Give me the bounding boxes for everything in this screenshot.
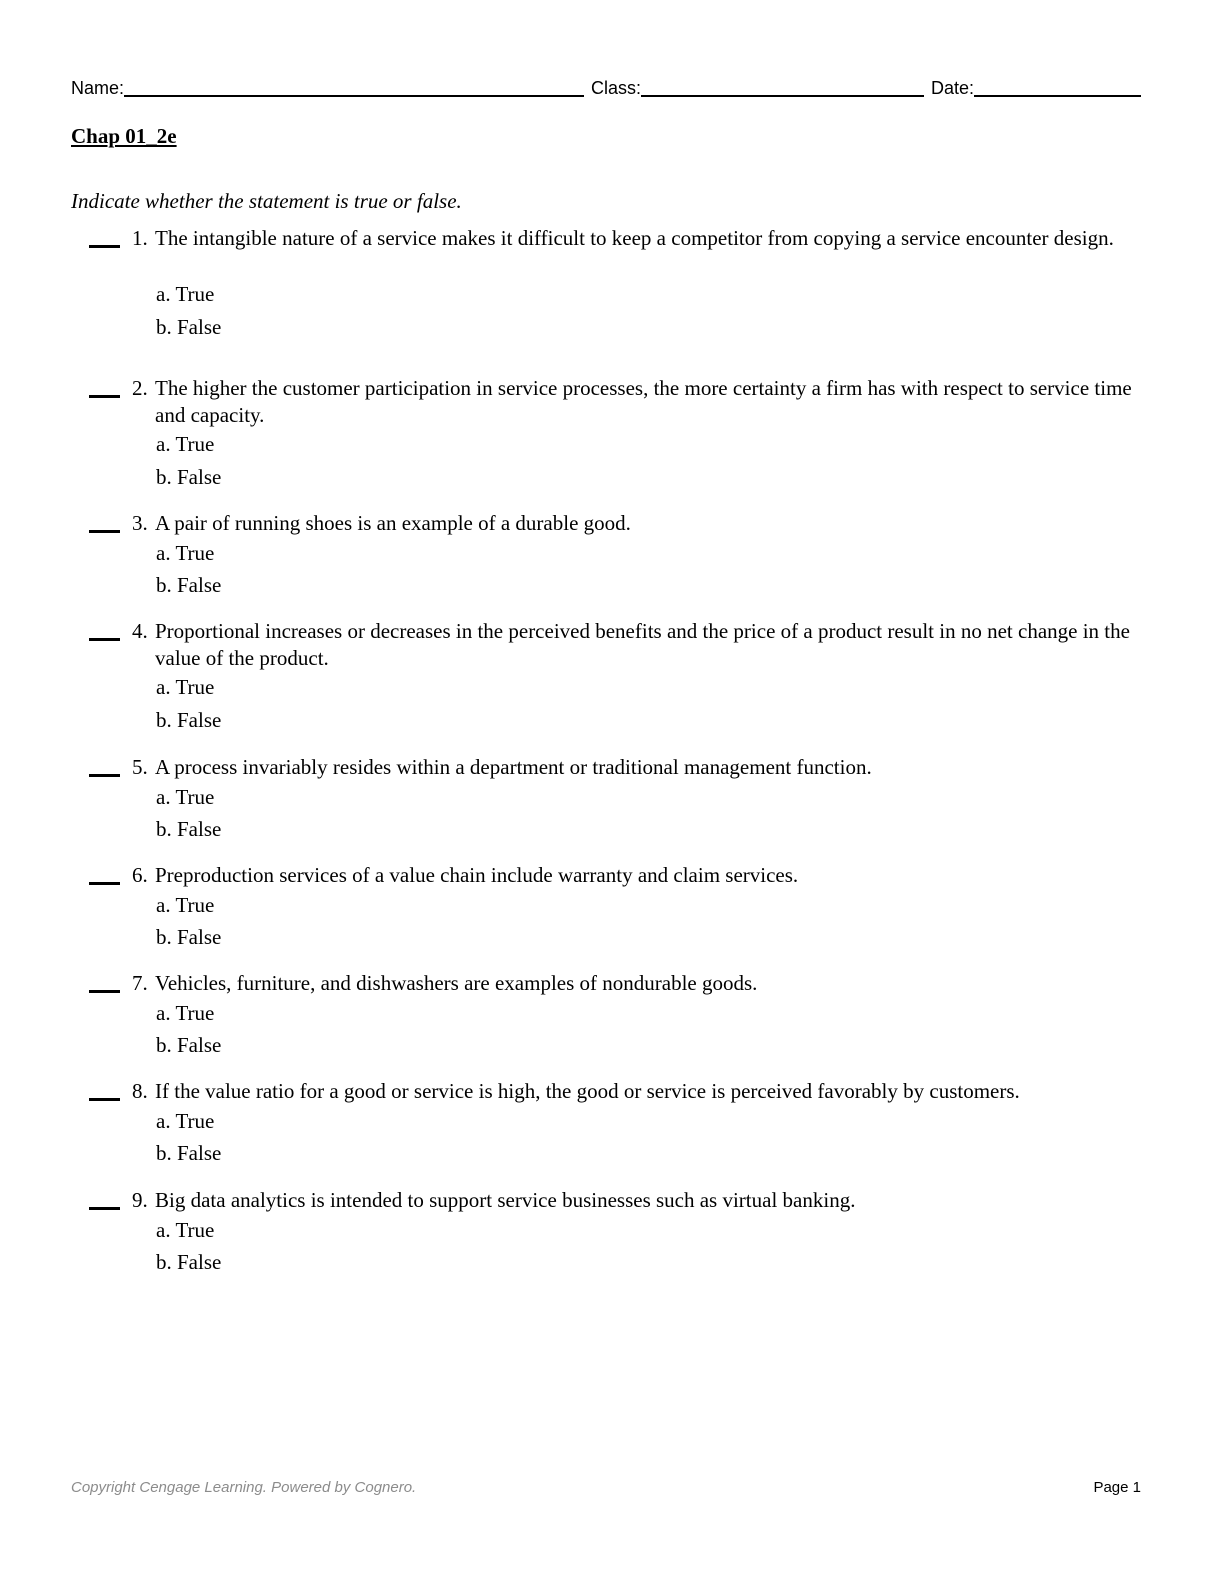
answer-blank[interactable] — [89, 530, 120, 533]
answer-blank[interactable] — [89, 882, 120, 885]
answer-blank[interactable] — [89, 638, 120, 641]
option-true: a. True — [156, 1109, 215, 1133]
option-true: a. True — [156, 893, 215, 917]
option-false: b. False — [156, 817, 222, 841]
copyright-footer: Copyright Cengage Learning. Powered by Cognero. — [71, 1479, 417, 1496]
question-text: A pair of running shoes is an example of a durable good. — [155, 511, 631, 535]
date-field[interactable] — [974, 73, 1141, 97]
name-field[interactable] — [124, 73, 584, 97]
answer-blank[interactable] — [89, 1098, 120, 1101]
question-number: 7. — [132, 971, 148, 995]
instructions: Indicate whether the statement is true or false. — [71, 189, 462, 213]
answer-blank[interactable] — [89, 395, 120, 398]
option-false: b. False — [156, 573, 222, 597]
answer-blank[interactable] — [89, 245, 120, 248]
option-true: a. True — [156, 1001, 215, 1025]
question-text: A process invariably resides within a department or traditional management function. — [155, 755, 872, 779]
question-text: Preproduction services of a value chain include warranty and claim services. — [155, 863, 799, 887]
question-number: 8. — [132, 1079, 148, 1103]
option-true: a. True — [156, 282, 215, 306]
question-number: 1. — [132, 226, 148, 250]
option-false: b. False — [156, 315, 222, 339]
question-text: The intangible nature of a service makes it difficult to keep a competitor from copying a service encounter design. — [155, 226, 1114, 250]
option-true: a. True — [156, 432, 215, 456]
date-label: Date: — [931, 78, 975, 98]
option-false: b. False — [156, 925, 222, 949]
question-text: Vehicles, furniture, and dishwashers are examples of nondurable goods. — [155, 971, 758, 995]
question-number: 4. — [132, 619, 148, 643]
question-text: Big data analytics is intended to support service businesses such as virtual banking. — [155, 1188, 856, 1212]
option-false: b. False — [156, 708, 222, 732]
option-false: b. False — [156, 1033, 222, 1057]
option-false: b. False — [156, 465, 222, 489]
question-number: 3. — [132, 511, 148, 535]
question-text: If the value ratio for a good or service is high, the good or service is perceived favorably by customers. — [155, 1079, 1020, 1103]
question-number: 2. — [132, 376, 148, 400]
student-info-header — [71, 70, 1141, 100]
option-false: b. False — [156, 1250, 222, 1274]
class-label: Class: — [591, 78, 642, 98]
option-true: a. True — [156, 1218, 215, 1242]
question-number: 6. — [132, 863, 148, 887]
page-number: Page 1 — [1093, 1479, 1141, 1496]
option-false: b. False — [156, 1141, 222, 1165]
question-text: Proportional increases or decreases in the perceived benefits and the price of a product result in no net change in the value of the product. — [155, 619, 1130, 670]
chapter-title: Chap 01_2e — [71, 124, 177, 148]
question-number: 5. — [132, 755, 148, 779]
option-true: a. True — [156, 785, 215, 809]
class-field[interactable] — [641, 73, 924, 97]
question-text: The higher the customer participation in service processes, the more certainty a firm has with respect to service time and capacity. — [155, 376, 1132, 427]
name-label: Name: — [71, 78, 125, 98]
answer-blank[interactable] — [89, 990, 120, 993]
question-number: 9. — [132, 1188, 148, 1212]
option-true: a. True — [156, 675, 215, 699]
answer-blank[interactable] — [89, 774, 120, 777]
answer-blank[interactable] — [89, 1207, 120, 1210]
option-true: a. True — [156, 541, 215, 565]
